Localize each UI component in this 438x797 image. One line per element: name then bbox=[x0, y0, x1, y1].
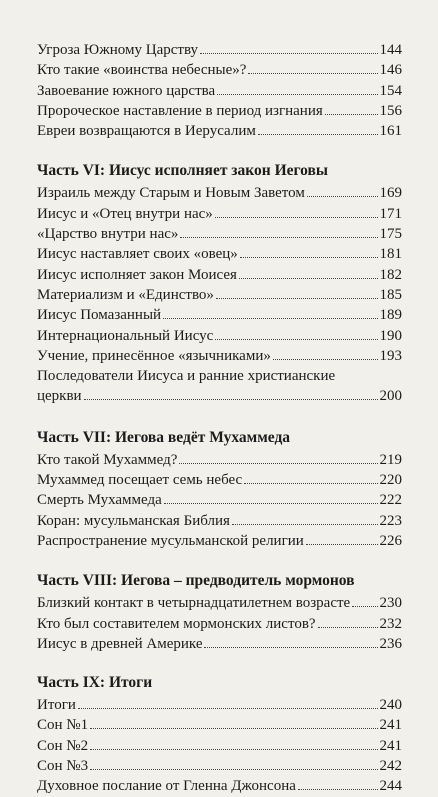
toc-entry-title: Кто такие «воинства небесные»? bbox=[37, 62, 247, 79]
toc-entry bbox=[37, 60, 402, 80]
toc-entry-title: Евреи возвращаются в Иерусалим bbox=[37, 123, 256, 140]
dot-leader bbox=[352, 606, 377, 607]
dot-leader bbox=[204, 647, 377, 648]
toc-section-part-7 bbox=[37, 427, 402, 551]
toc-entry bbox=[37, 756, 402, 776]
toc-entry bbox=[37, 736, 402, 756]
toc-entry-page: 226 bbox=[379, 532, 402, 549]
toc-entry bbox=[37, 285, 402, 305]
toc-entry-page: 171 bbox=[379, 205, 402, 222]
dot-leader bbox=[200, 53, 377, 54]
toc-entry bbox=[37, 614, 402, 634]
toc-entry bbox=[37, 346, 402, 366]
toc-entry bbox=[37, 305, 402, 325]
toc-entry-title: Сон №1 bbox=[37, 717, 89, 734]
toc-entry bbox=[37, 531, 402, 551]
toc-entry-wrapped-line-2 bbox=[37, 386, 402, 406]
dot-leader bbox=[180, 237, 377, 238]
toc-section-continuation bbox=[37, 40, 402, 141]
toc-entry-page: 200 bbox=[379, 388, 402, 405]
toc-entry-title: Материализм и «Единство» bbox=[37, 286, 214, 303]
toc-entry bbox=[37, 511, 402, 531]
toc-entry-page: 161 bbox=[379, 123, 402, 140]
toc-entry-title: Распространение мусульманской религии bbox=[37, 532, 304, 549]
toc-entry bbox=[37, 121, 402, 141]
part-heading: Часть VI: Иисус исполняет закон Иеговы bbox=[37, 162, 328, 180]
dot-leader bbox=[307, 196, 378, 197]
toc-entry-page: 244 bbox=[379, 778, 402, 795]
toc-entry-page: 181 bbox=[379, 246, 402, 263]
dot-leader bbox=[163, 318, 377, 319]
dot-leader bbox=[232, 524, 378, 525]
toc-entry bbox=[37, 470, 402, 490]
dot-leader bbox=[179, 463, 377, 464]
toc-entry-title: Мухаммед посещает семь небес bbox=[37, 472, 243, 489]
dot-leader bbox=[90, 769, 377, 770]
toc-entry bbox=[37, 634, 402, 654]
dot-leader bbox=[318, 627, 378, 628]
toc-entry-page: 185 bbox=[379, 286, 402, 303]
toc-entry-page: 223 bbox=[379, 512, 402, 529]
toc-entry-title: Иисус исполняет закон Моисея bbox=[37, 266, 237, 283]
dot-leader bbox=[258, 134, 378, 135]
toc-entry-title: Иисус Помазанный bbox=[37, 307, 162, 324]
toc-entry bbox=[37, 40, 402, 60]
toc-entry bbox=[37, 695, 402, 715]
toc-entry-title: Пророческое наставление в период изгнания bbox=[37, 102, 323, 119]
dot-leader bbox=[90, 749, 377, 750]
toc-entry-title: «Царство внутри нас» bbox=[37, 226, 179, 243]
dot-leader bbox=[244, 483, 377, 484]
toc-entry-page: 193 bbox=[379, 347, 402, 364]
toc-entry-title: Близкий контакт в четырнадцатилетнем возрасте bbox=[37, 595, 351, 612]
toc-entry-page: 189 bbox=[379, 307, 402, 324]
toc-entry-page: 230 bbox=[379, 595, 402, 612]
part-heading: Часть VIII: Иегова – предводитель мормонов bbox=[37, 572, 355, 590]
dot-leader bbox=[90, 728, 377, 729]
toc-entry-title: Завоевание южного царства bbox=[37, 82, 216, 99]
toc-entry bbox=[37, 326, 402, 346]
toc-entry-page: 242 bbox=[379, 758, 402, 775]
toc-entry-page: 154 bbox=[379, 82, 402, 99]
dot-leader bbox=[240, 257, 378, 258]
toc-entry-title: Последователи Иисуса и ранние христианские bbox=[37, 368, 336, 385]
toc-entry-title: церкви bbox=[37, 388, 82, 405]
dot-leader bbox=[164, 503, 378, 504]
dot-leader bbox=[78, 708, 378, 709]
toc-entry-title: Сон №2 bbox=[37, 737, 89, 754]
dot-leader bbox=[248, 73, 377, 74]
toc-entry-page: 222 bbox=[379, 492, 402, 509]
toc-entry-page: 236 bbox=[379, 635, 402, 652]
toc-entry bbox=[37, 715, 402, 735]
toc-entry-title: Иисус в древней Америке bbox=[37, 635, 203, 652]
dot-leader bbox=[216, 298, 378, 299]
toc-entry bbox=[37, 450, 402, 470]
toc-entry-wrapped-line-1 bbox=[37, 366, 402, 386]
part-heading: Часть VII: Иегова ведёт Мухаммеда bbox=[37, 428, 291, 446]
toc-entry-page: 241 bbox=[379, 717, 402, 734]
toc-entry bbox=[37, 776, 402, 796]
toc-entry-page: 144 bbox=[379, 42, 402, 58]
toc-entry bbox=[37, 204, 402, 224]
toc-entry-title: Иисус и «Отец внутри нас» bbox=[37, 205, 213, 222]
toc-entry bbox=[37, 224, 402, 244]
toc-entry bbox=[37, 81, 402, 101]
dot-leader bbox=[215, 217, 378, 218]
dot-leader bbox=[298, 789, 378, 790]
toc-entry bbox=[37, 265, 402, 285]
toc-entry bbox=[37, 490, 402, 510]
toc-section-part-8 bbox=[37, 570, 402, 654]
toc-entry-title: Угроза Южному Царству bbox=[37, 42, 199, 58]
toc-entry-title: Кто был составителем мормонских листов? bbox=[37, 615, 316, 632]
toc-entry-page: 169 bbox=[379, 185, 402, 202]
dot-leader bbox=[306, 544, 378, 545]
toc-entry bbox=[37, 593, 402, 613]
toc-entry bbox=[37, 183, 402, 203]
toc-section-part-6 bbox=[37, 160, 402, 406]
toc-entry-page: 220 bbox=[379, 472, 402, 489]
toc-entry-title: Коран: мусульманская Библия bbox=[37, 512, 230, 529]
toc-entry-page: 156 bbox=[379, 102, 402, 119]
toc-section-part-9 bbox=[37, 672, 402, 796]
dot-leader bbox=[217, 94, 377, 95]
toc-entry-page: 182 bbox=[379, 266, 402, 283]
part-heading: Часть IX: Итоги bbox=[37, 674, 153, 692]
toc-entry-page: 219 bbox=[379, 451, 402, 468]
toc-entry-page: 175 bbox=[379, 226, 402, 243]
toc-entry-page: 240 bbox=[379, 697, 402, 714]
toc-entry-page: 190 bbox=[379, 327, 402, 344]
toc-entry-page: 146 bbox=[379, 62, 402, 79]
dot-leader bbox=[215, 339, 377, 340]
toc-entry bbox=[37, 101, 402, 121]
toc-entry bbox=[37, 244, 402, 264]
toc-entry-title: Итоги bbox=[37, 697, 76, 714]
dot-leader bbox=[84, 399, 378, 400]
toc-entry-title: Сон №3 bbox=[37, 758, 89, 775]
toc-entry-title: Израиль между Старым и Новым Заветом bbox=[37, 185, 305, 202]
dot-leader bbox=[273, 359, 378, 360]
toc-entry-title: Духовное послание от Гленна Джонсона bbox=[37, 778, 296, 795]
toc-entry-title: Иисус наставляет своих «овец» bbox=[37, 246, 238, 263]
toc-entry-page: 232 bbox=[379, 615, 402, 632]
toc-entry-title: Учение, принесённое «язычниками» bbox=[37, 347, 271, 364]
toc-entry-title: Смерть Мухаммеда bbox=[37, 492, 162, 509]
toc-entry-title: Кто такой Мухаммед? bbox=[37, 451, 178, 468]
toc-entry-title: Интернациональный Иисус bbox=[37, 327, 214, 344]
dot-leader bbox=[239, 278, 378, 279]
toc-entry-page: 241 bbox=[379, 737, 402, 754]
dot-leader bbox=[325, 114, 378, 115]
